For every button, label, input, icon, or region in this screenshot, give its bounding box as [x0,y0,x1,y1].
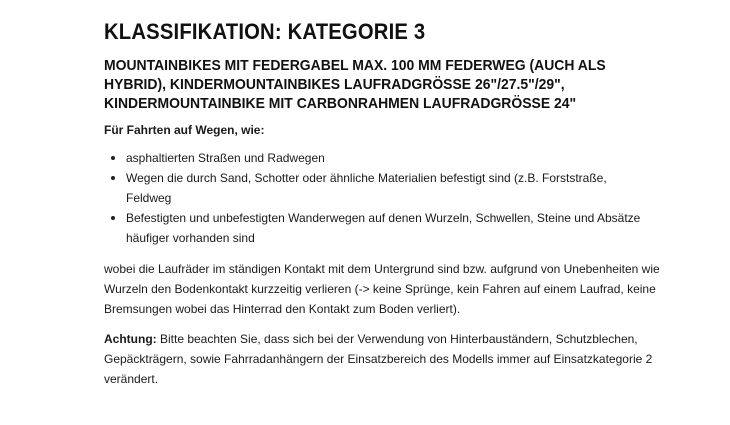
subtitle-line: KINDERMOUNTAINBIKE MIT CARBONRAHMEN LAUFRADGRÖSSE 24" [104,95,577,112]
page-title: KLASSIFIKATION: KATEGORIE 3 [104,19,426,44]
paragraph-line: Gepäckträgern, sowie Fahrradanhängern der Einsatzbereich des Modells immer auf Einsatzkategorie 2 [104,352,653,366]
list-item-text: Feldweg [126,191,172,205]
paragraph-line: verändert. [104,372,159,386]
paragraph-line: wobei die Laufräder im ständigen Kontakt mit dem Untergrund sind bzw. aufgrund von Unebenheiten wie [104,262,660,276]
paragraph-line: Wurzeln den Bodenkontakt kurzzeitig verlieren (-> keine Sprünge, kein Fahren auf einem Laufrad, keine [104,282,656,296]
bullet-list [104,148,644,248]
conditions-paragraph [104,259,660,319]
note-paragraph [104,329,653,389]
bullet-icon [111,216,115,220]
list-item [126,168,644,208]
paragraph-line: Bremsungen wobei das Hinterrad den Kontakt zum Boden verliert). [104,302,461,316]
list-item-text: häufiger vorhanden sind [126,231,255,245]
subtitle-line: HYBRID), KINDERMOUNTAINBIKES LAUFRADGRÖSSE 26"/27.5"/29", [104,76,565,93]
note-first-line [104,329,644,349]
content-area [104,18,660,399]
note-label: Achtung: [104,332,157,346]
list-item [126,148,644,168]
list-item-text: Befestigten und unbefestigten Wanderwegen auf denen Wurzeln, Schwellen, Steine und Absätze [126,211,641,225]
subtitle-line: MOUNTAINBIKES MIT FEDERGABEL MAX. 100 MM FEDERWEG (AUCH ALS [104,57,606,74]
list-item-text: Wegen die durch Sand, Schotter oder ähnliche Materialien befestigt sind (z.B. Forststraße, [126,171,607,185]
intro-text: Für Fahrten auf Wegen, wie: [104,123,265,137]
bullet-icon [111,176,115,180]
note-text: Bitte beachten Sie, dass sich bei der Verwendung von Hinterbauständern, Schutzblechen, [156,332,638,346]
list-item [126,208,644,248]
bullet-icon [111,156,115,160]
list-item-text: asphaltierten Straßen und Radwegen [126,151,325,165]
subtitle [104,56,644,113]
